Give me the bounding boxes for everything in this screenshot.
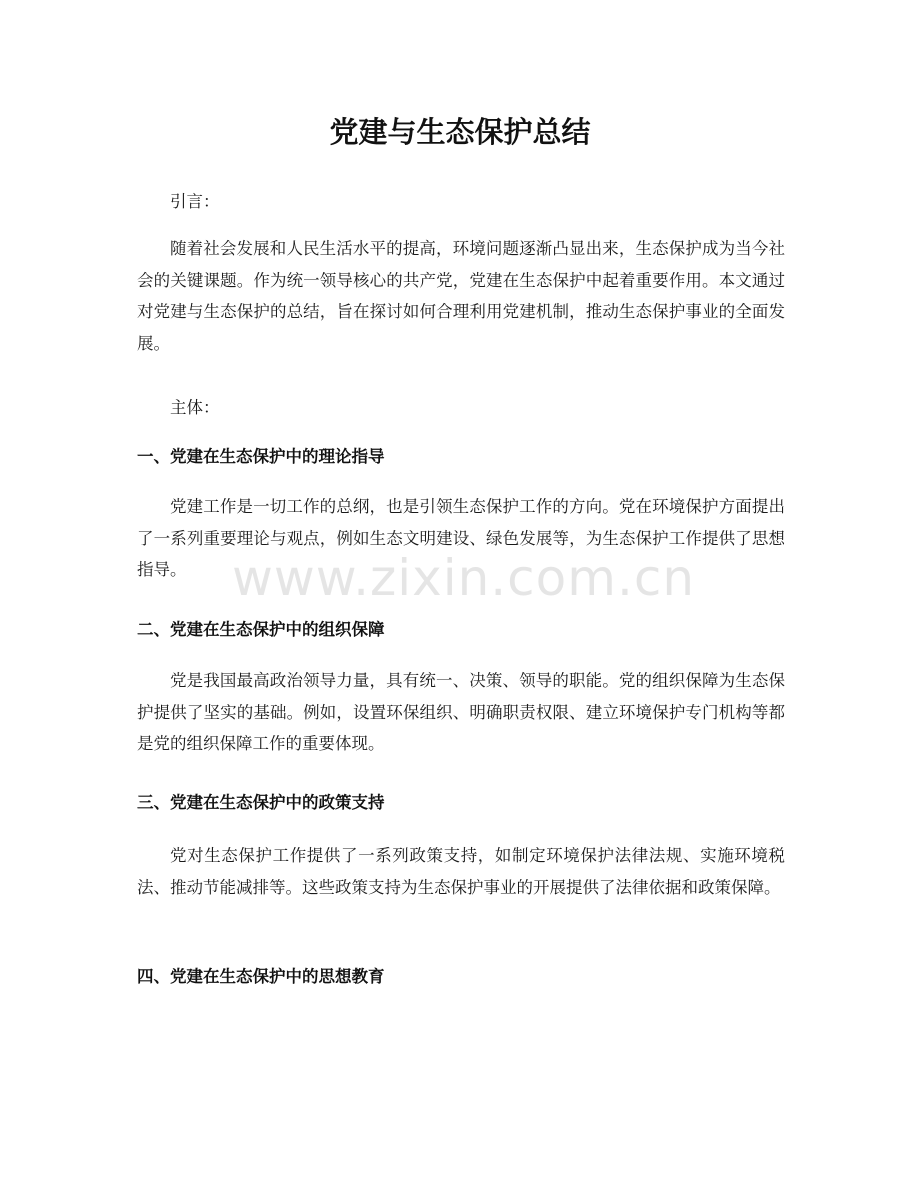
section-paragraph-2: 党是我国最高政治领导力量，具有统一、决策、领导的职能。党的组织保障为生态保护提供了坚实的基础。例如，设置环保组织、明确职责权限、建立环境保护专门机构等都是党的组织保障工作的重要体现。	[137, 671, 785, 753]
section-heading-4: 四、党建在生态保护中的思想教育	[137, 967, 385, 986]
section-paragraph-1: 党建工作是一切工作的总纲，也是引领生态保护工作的方向。党在环境保护方面提出了一系列重要理论与观点，例如生态文明建设、绿色发展等，为生态保护工作提供了思想指导。	[137, 497, 785, 579]
section-heading-3: 三、党建在生态保护中的政策支持	[137, 793, 385, 812]
intro-label: 引言：	[170, 192, 220, 211]
intro-paragraph: 随着社会发展和人民生活水平的提高，环境问题逐渐凸显出来，生态保护成为当今社会的关键课题。作为统一领导核心的共产党，党建在生态保护中起着重要作用。本文通过对党建与生态保护的总结，旨在探讨如何合理利用党建机制，推动生态保护事业的全面发展。	[137, 239, 785, 353]
section-heading-2: 二、党建在生态保护中的组织保障	[137, 620, 385, 639]
section-heading-1: 一、党建在生态保护中的理论指导	[137, 447, 385, 466]
watermark: www.zixin.com.cn	[232, 549, 696, 607]
body-label: 主体：	[170, 398, 220, 417]
section-paragraph-3: 党对生态保护工作提供了一系列政策支持，如制定环境保护法律法规、实施环境税法、推动节能减排等。这些政策支持为生态保护事业的开展提供了法律依据和政策保障。	[137, 846, 785, 897]
document-title: 党建与生态保护总结	[329, 115, 591, 149]
